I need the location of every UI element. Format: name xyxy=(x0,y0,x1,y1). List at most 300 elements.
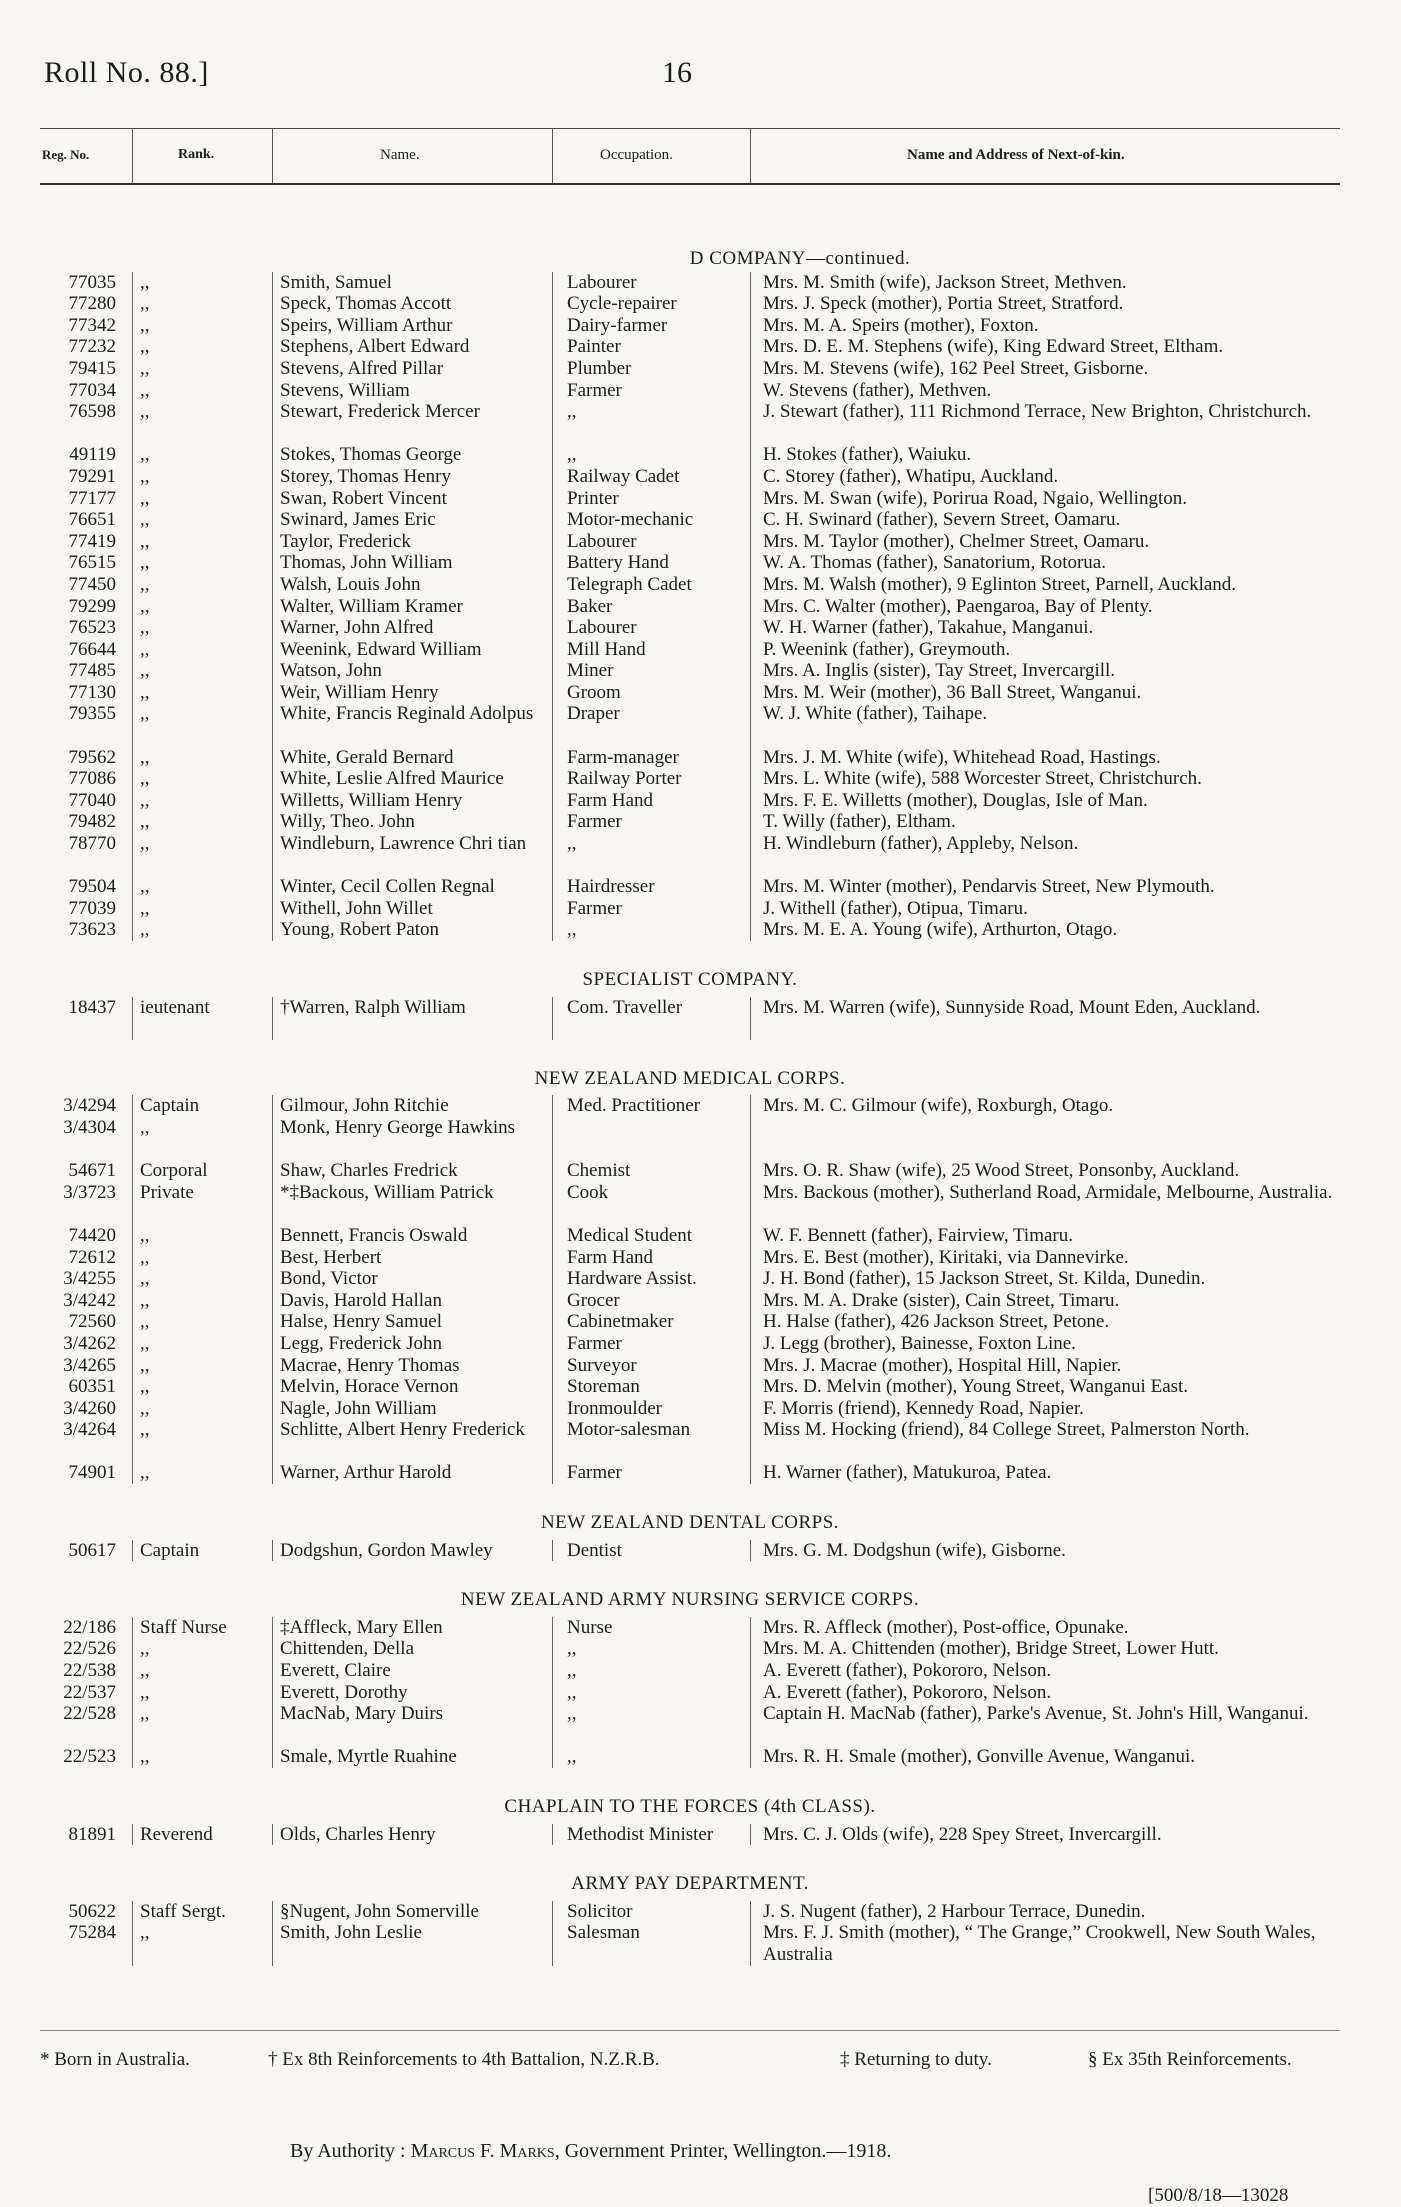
cell-occupation: Mill Hand xyxy=(567,638,646,660)
cell-reg-no: 77130 xyxy=(68,681,116,703)
cell-rank: ,, xyxy=(140,617,150,639)
cell-name: ‡Affleck, Mary Ellen xyxy=(280,1616,443,1638)
table-row xyxy=(40,531,1340,553)
cell-reg-no: 22/528 xyxy=(63,1703,116,1725)
cell-name: Storey, Thomas Henry xyxy=(280,465,451,487)
cell-reg-no: 76515 xyxy=(68,552,116,574)
cell-next-of-kin: W. J. White (father), Taihape. xyxy=(763,703,988,725)
cell-occupation: Med. Practitioner xyxy=(567,1095,700,1117)
table-row xyxy=(40,488,1340,510)
cell-rank: ,, xyxy=(140,379,150,401)
cell-name: MacNab, Mary Duirs xyxy=(280,1703,444,1725)
cell-reg-no: 72612 xyxy=(68,1246,116,1268)
cell-occupation: ,, xyxy=(567,1703,577,1725)
cell-occupation: Cabinetmaker xyxy=(567,1311,674,1333)
cell-occupation: Labourer xyxy=(567,617,637,639)
cell-next-of-kin: Mrs. M. A. Speirs (mother), Foxton. xyxy=(763,314,1039,336)
table-row xyxy=(40,768,1340,790)
cell-name: Withell, John Willet xyxy=(280,897,433,919)
cell-rank: ,, xyxy=(140,1397,150,1419)
page-number: 16 xyxy=(662,56,692,89)
section-title: SPECIALIST COMPANY. xyxy=(582,969,798,990)
column-name: Name. xyxy=(380,147,420,163)
table-row xyxy=(40,1182,1340,1225)
cell-rank: ,, xyxy=(140,768,150,790)
cell-name: Smith, John Leslie xyxy=(280,1922,422,1944)
table-row xyxy=(40,1376,1340,1398)
table-row xyxy=(40,898,1340,920)
cell-next-of-kin: Mrs. J. Speck (mother), Portia Street, Stratford. xyxy=(763,293,1124,315)
cell-next-of-kin: Mrs. D. E. M. Stephens (wife), King Edward Street, Eltham. xyxy=(763,336,1224,358)
cell-occupation: Baker xyxy=(567,595,613,617)
cell-reg-no: 22/538 xyxy=(63,1660,116,1682)
cell-reg-no: 79355 xyxy=(68,703,116,725)
cell-occupation: Farm Hand xyxy=(567,1246,654,1268)
cell-rank: ,, xyxy=(140,1332,150,1354)
cell-reg-no: 18437 xyxy=(68,996,116,1018)
table-row xyxy=(40,358,1340,380)
table-row xyxy=(40,1355,1340,1377)
cell-next-of-kin: C. H. Swinard (father), Severn Street, Oamaru. xyxy=(763,509,1121,531)
table-row xyxy=(40,833,1340,876)
cell-occupation: Hardware Assist. xyxy=(567,1268,697,1290)
cell-occupation: Telegraph Cadet xyxy=(567,573,692,595)
cell-occupation: Medical Student xyxy=(567,1224,693,1246)
cell-rank: Reverend xyxy=(140,1823,213,1845)
cell-next-of-kin: J. S. Nugent (father), 2 Harbour Terrace, Dunedin. xyxy=(763,1900,1146,1922)
cell-reg-no: 77177 xyxy=(68,487,116,509)
cell-rank: Private xyxy=(140,1181,194,1203)
table-row xyxy=(40,617,1340,639)
cell-name: Everett, Claire xyxy=(280,1660,391,1682)
cell-reg-no: 54671 xyxy=(68,1160,116,1182)
cell-reg-no: 79562 xyxy=(68,746,116,768)
cell-reg-no: 77450 xyxy=(68,573,116,595)
cell-next-of-kin: Mrs. M. Smith (wife), Jackson Street, Methven. xyxy=(763,271,1127,293)
table-row xyxy=(40,1268,1340,1290)
cell-occupation: Hairdresser xyxy=(567,876,655,898)
page-top xyxy=(40,40,1340,120)
cell-name: Walter, William Kramer xyxy=(280,595,463,617)
cell-rank: ,, xyxy=(140,1116,150,1138)
cell-name: Chittenden, Della xyxy=(280,1638,415,1660)
section-title: ARMY PAY DEPARTMENT. xyxy=(571,1873,809,1895)
cell-reg-no: 77040 xyxy=(68,789,116,811)
table-row xyxy=(40,1311,1340,1333)
cell-occupation: Farm-manager xyxy=(567,746,679,768)
cell-next-of-kin: C. Storey (father), Whatipu, Auckland. xyxy=(763,465,1059,487)
cell-name: Winter, Cecil Collen Regnal xyxy=(280,876,495,898)
cell-name: Weenink, Edward William xyxy=(280,638,482,660)
cell-occupation: Methodist Minister xyxy=(567,1823,714,1845)
cell-occupation: ,, xyxy=(567,1746,577,1768)
cell-rank: ,, xyxy=(140,681,150,703)
cell-reg-no: 79415 xyxy=(68,357,116,379)
table-row xyxy=(40,876,1340,898)
cell-reg-no: 76598 xyxy=(68,401,116,423)
cell-rank: ,, xyxy=(140,811,150,833)
table-row xyxy=(40,336,1340,358)
cell-name: White, Francis Reginald Adolpus xyxy=(280,703,534,725)
cell-reg-no: 22/523 xyxy=(63,1746,116,1768)
cell-name: Speck, Thomas Accott xyxy=(280,293,452,315)
cell-rank: ,, xyxy=(140,293,150,315)
section-title: NEW ZEALAND DENTAL CORPS. xyxy=(540,1512,840,1534)
cell-occupation: ,, xyxy=(567,1681,577,1703)
cell-name: Legg, Frederick John xyxy=(280,1332,442,1354)
section-title: D COMPANY—continued. xyxy=(689,248,911,269)
footnote-ex-35th: § Ex 35th Reinforcements. xyxy=(1088,2049,1292,2070)
cell-reg-no: 3/4265 xyxy=(63,1354,116,1376)
cell-name: †Warren, Ralph William xyxy=(280,996,466,1018)
cell-next-of-kin: J. Withell (father), Otipua, Timaru. xyxy=(763,897,1028,919)
cell-name: White, Leslie Alfred Maurice xyxy=(280,768,504,790)
cell-rank: ,, xyxy=(140,1224,150,1246)
cell-rank: ieutenant xyxy=(140,996,210,1018)
cell-reg-no: 22/526 xyxy=(63,1638,116,1660)
cell-name: Everett, Dorothy xyxy=(280,1681,408,1703)
cell-occupation: Farmer xyxy=(567,897,622,919)
cell-next-of-kin: Mrs. M. A. Drake (sister), Cain Street, Timaru. xyxy=(763,1289,1120,1311)
table-row xyxy=(40,596,1340,618)
cell-rank: Corporal xyxy=(140,1160,208,1182)
cell-rank: ,, xyxy=(140,1311,150,1333)
cell-name: Walsh, Louis John xyxy=(280,573,421,595)
cell-occupation: Plumber xyxy=(567,357,632,379)
cell-reg-no: 77039 xyxy=(68,897,116,919)
cell-occupation: ,, xyxy=(567,1660,577,1682)
cell-next-of-kin: J. Stewart (father), 111 Richmond Terrace, New Brighton, Christchurch. xyxy=(763,401,1312,423)
cell-rank: ,, xyxy=(140,789,150,811)
cell-occupation: Railway Cadet xyxy=(567,465,680,487)
cell-occupation: Battery Hand xyxy=(567,552,669,574)
cell-reg-no: 75284 xyxy=(68,1922,116,1944)
cell-name: Monk, Henry George Hawkins xyxy=(280,1116,515,1138)
cell-name: Stevens, Alfred Pillar xyxy=(280,357,444,379)
table-row xyxy=(40,1617,1340,1639)
table-row xyxy=(40,1160,1340,1182)
cell-rank: ,, xyxy=(140,833,150,855)
cell-next-of-kin: H. Warner (father), Matukuroa, Patea. xyxy=(763,1462,1052,1484)
cell-occupation: Farmer xyxy=(567,379,622,401)
cell-rank: ,, xyxy=(140,465,150,487)
cell-next-of-kin: Mrs. F. E. Willetts (mother), Douglas, Isle of Man. xyxy=(763,789,1148,811)
cell-name: Watson, John xyxy=(280,660,382,682)
cell-reg-no: 3/3723 xyxy=(63,1181,116,1203)
cell-next-of-kin: W. A. Thomas (father), Sanatorium, Rotorua. xyxy=(763,552,1106,574)
cell-next-of-kin: H. Stokes (father), Waiuku. xyxy=(763,444,972,466)
cell-reg-no: 77232 xyxy=(68,336,116,358)
page xyxy=(40,40,1340,2206)
cell-next-of-kin: Mrs. Backous (mother), Sutherland Road, Armidale, Melbourne, Australia. xyxy=(763,1181,1333,1203)
cell-occupation: Labourer xyxy=(567,271,637,293)
cell-next-of-kin: Mrs. L. White (wife), 588 Worcester Street, Christchurch. xyxy=(763,768,1202,790)
cell-name: Olds, Charles Henry xyxy=(280,1823,436,1845)
cell-next-of-kin: A. Everett (father), Pokororo, Nelson. xyxy=(763,1681,1052,1703)
table-row xyxy=(40,444,1340,466)
cell-reg-no: 72560 xyxy=(68,1311,116,1333)
footnote-returning: ‡ Returning to duty. xyxy=(840,2049,992,2070)
cell-next-of-kin: H. Halse (father), 426 Jackson Street, Petone. xyxy=(763,1311,1110,1333)
cell-name: §Nugent, John Somerville xyxy=(280,1900,479,1922)
table-row xyxy=(40,1290,1340,1312)
cell-name: Windleburn, Lawrence Chri tian xyxy=(280,833,527,855)
cell-rank: ,, xyxy=(140,876,150,898)
cell-rank: ,, xyxy=(140,1246,150,1268)
table-row xyxy=(40,1638,1340,1660)
cell-reg-no: 74420 xyxy=(68,1224,116,1246)
cell-reg-no: 60351 xyxy=(68,1376,116,1398)
cell-occupation: Cook xyxy=(567,1181,609,1203)
cell-reg-no: 78770 xyxy=(68,833,116,855)
cell-occupation: Labourer xyxy=(567,530,637,552)
cell-name: Stephens, Albert Edward xyxy=(280,336,470,358)
cell-next-of-kin: J. Legg (brother), Bainesse, Foxton Line. xyxy=(763,1332,1076,1354)
table-row xyxy=(40,272,1340,294)
cell-occupation: Chemist xyxy=(567,1160,631,1182)
cell-occupation: Surveyor xyxy=(567,1354,637,1376)
cell-next-of-kin: Mrs. F. J. Smith (mother), “ The Grange,” Crookwell, New South Wales, Australia xyxy=(763,1922,1316,1965)
cell-occupation: ,, xyxy=(567,401,577,423)
cell-name: Nagle, John William xyxy=(280,1397,437,1419)
cell-rank: ,, xyxy=(140,487,150,509)
table-row xyxy=(40,790,1340,812)
cell-next-of-kin: Mrs. M. E. A. Young (wife), Arthurton, Otago. xyxy=(763,919,1118,941)
cell-next-of-kin: A. Everett (father), Pokororo, Nelson. xyxy=(763,1660,1052,1682)
cell-reg-no: 79291 xyxy=(68,465,116,487)
cell-name: Weir, William Henry xyxy=(280,681,439,703)
cell-reg-no: 77034 xyxy=(68,379,116,401)
cell-rank: Staff Nurse xyxy=(140,1616,227,1638)
cell-occupation: ,, xyxy=(567,833,577,855)
cell-rank: ,, xyxy=(140,1376,150,1398)
cell-next-of-kin: T. Willy (father), Eltham. xyxy=(763,811,956,833)
cell-reg-no: 49119 xyxy=(69,444,116,466)
cell-name: Halse, Henry Samuel xyxy=(280,1311,442,1333)
cell-rank: ,, xyxy=(140,660,150,682)
cell-rank: ,, xyxy=(140,638,150,660)
column-reg-no: Reg. No. xyxy=(42,147,90,162)
cell-reg-no: 76523 xyxy=(68,617,116,639)
cell-occupation: Com. Traveller xyxy=(567,996,683,1018)
cell-occupation: Groom xyxy=(567,681,621,703)
cell-reg-no: 79299 xyxy=(68,595,116,617)
cell-next-of-kin: Mrs. M. Weir (mother), 36 Ball Street, Wanganui. xyxy=(763,681,1142,703)
table-row xyxy=(40,1901,1340,1923)
cell-rank: ,, xyxy=(140,703,150,725)
footnote-ex-8th: † Ex 8th Reinforcements to 4th Battalion, N.Z.R.B. xyxy=(268,2049,660,2070)
table-row xyxy=(40,1703,1340,1746)
cell-next-of-kin: H. Windleburn (father), Appleby, Nelson. xyxy=(763,833,1079,855)
cell-reg-no: 74901 xyxy=(68,1462,116,1484)
cell-next-of-kin: J. H. Bond (father), 15 Jackson Street, St. Kilda, Dunedin. xyxy=(763,1268,1206,1290)
cell-occupation: Nurse xyxy=(567,1616,613,1638)
cell-reg-no: 79504 xyxy=(68,876,116,898)
cell-reg-no: 3/4294 xyxy=(63,1095,116,1117)
cell-occupation: Farmer xyxy=(567,811,622,833)
cell-rank: ,, xyxy=(140,401,150,423)
cell-reg-no: 73623 xyxy=(68,919,116,941)
cell-reg-no: 77280 xyxy=(68,293,116,315)
cell-rank: ,, xyxy=(140,509,150,531)
table-row xyxy=(40,1117,1340,1160)
cell-name: Smale, Myrtle Ruahine xyxy=(280,1746,457,1768)
table-row xyxy=(40,401,1340,444)
cell-reg-no: 76644 xyxy=(68,638,116,660)
cell-rank: Staff Sergt. xyxy=(140,1900,226,1922)
column-next-of-kin: Name and Address of Next-of-kin. xyxy=(907,147,1125,163)
table-row xyxy=(40,1462,1340,1484)
cell-occupation: Printer xyxy=(567,487,619,509)
cell-next-of-kin: Mrs. R. Affleck (mother), Post-office, Opunake. xyxy=(763,1616,1129,1638)
cell-rank: ,, xyxy=(140,357,150,379)
cell-rank: ,, xyxy=(140,1660,150,1682)
cell-next-of-kin: Mrs. R. H. Smale (mother), Gonville Avenue, Wanganui. xyxy=(763,1746,1196,1768)
cell-next-of-kin: Mrs. M. C. Gilmour (wife), Roxburgh, Otago. xyxy=(763,1095,1114,1117)
cell-next-of-kin: Mrs. J. Macrae (mother), Hospital Hill, Napier. xyxy=(763,1354,1122,1376)
cell-occupation: Cycle-repairer xyxy=(567,293,677,315)
cell-reg-no: 22/537 xyxy=(63,1681,116,1703)
table-row xyxy=(40,1419,1340,1462)
cell-reg-no: 3/4242 xyxy=(63,1289,116,1311)
cell-next-of-kin: Mrs. J. M. White (wife), Whitehead Road, Hastings. xyxy=(763,746,1161,768)
cell-name: Shaw, Charles Fredrick xyxy=(280,1160,458,1182)
cell-name: Best, Herbert xyxy=(280,1246,382,1268)
cell-occupation: Ironmoulder xyxy=(567,1397,662,1419)
cell-next-of-kin: Mrs. A. Inglis (sister), Tay Street, Invercargill. xyxy=(763,660,1116,682)
cell-reg-no: 3/4262 xyxy=(63,1332,116,1354)
table-row xyxy=(40,811,1340,833)
imprint-prefix: By Authority : xyxy=(290,2140,406,2162)
cell-next-of-kin: Mrs. M. Warren (wife), Sunnyside Road, Mount Eden, Auckland. xyxy=(763,996,1261,1018)
cell-name: Swan, Robert Vincent xyxy=(280,487,447,509)
cell-next-of-kin: W. Stevens (father), Methven. xyxy=(763,379,992,401)
cell-name: Gilmour, John Ritchie xyxy=(280,1095,449,1117)
cell-next-of-kin: Mrs. C. J. Olds (wife), 228 Spey Street, Invercargill. xyxy=(763,1823,1162,1845)
cell-name: Willetts, William Henry xyxy=(280,789,463,811)
table-row xyxy=(40,660,1340,682)
cell-rank: ,, xyxy=(140,1922,150,1944)
cell-next-of-kin: Mrs. E. Best (mother), Kiritaki, via Dannevirke. xyxy=(763,1246,1129,1268)
cell-name: Macrae, Henry Thomas xyxy=(280,1354,460,1376)
cell-occupation: Motor-mechanic xyxy=(567,509,694,531)
table-row xyxy=(40,1682,1340,1704)
cell-reg-no: 3/4255 xyxy=(63,1268,116,1290)
table-row xyxy=(40,1540,1340,1562)
cell-reg-no: 77485 xyxy=(68,660,116,682)
cell-rank: ,, xyxy=(140,897,150,919)
cell-occupation: ,, xyxy=(567,444,577,466)
cell-name: Melvin, Horace Vernon xyxy=(280,1376,459,1398)
cell-rank: ,, xyxy=(140,271,150,293)
table-row xyxy=(40,1746,1340,1768)
cell-name: Stewart, Frederick Mercer xyxy=(280,401,480,423)
table-row xyxy=(40,682,1340,704)
table-row xyxy=(40,1333,1340,1355)
cell-reg-no: 3/4260 xyxy=(63,1397,116,1419)
cell-next-of-kin: Mrs. M. Taylor (mother), Chelmer Street, Oamaru. xyxy=(763,530,1150,552)
cell-reg-no: 77342 xyxy=(68,314,116,336)
cell-name: Young, Robert Paton xyxy=(280,919,440,941)
table-row xyxy=(40,509,1340,531)
cell-rank: ,, xyxy=(140,1419,150,1441)
cell-name: Warner, John Alfred xyxy=(280,617,434,639)
cell-next-of-kin: P. Weenink (father), Greymouth. xyxy=(763,638,1011,660)
cell-occupation: ,, xyxy=(567,919,577,941)
column-header xyxy=(40,128,1340,185)
cell-name: Warner, Arthur Harold xyxy=(280,1462,452,1484)
column-rank: Rank. xyxy=(178,147,215,162)
roll-body xyxy=(40,200,1340,1966)
roll-number: Roll No. 88.] xyxy=(44,56,209,89)
cell-next-of-kin: Captain H. MacNab (father), Parke's Avenue, St. John's Hill, Wanganui. xyxy=(763,1703,1309,1725)
cell-reg-no: 3/4264 xyxy=(63,1419,116,1441)
table-row xyxy=(40,552,1340,574)
table-row xyxy=(40,466,1340,488)
cell-rank: ,, xyxy=(140,595,150,617)
cell-name: Bond, Victor xyxy=(280,1268,378,1290)
cell-reg-no: 3/4304 xyxy=(63,1116,116,1138)
cell-next-of-kin: Mrs. M. Walsh (mother), 9 Eglinton Street, Parnell, Auckland. xyxy=(763,573,1237,595)
cell-rank: ,, xyxy=(140,552,150,574)
cell-reg-no: 79482 xyxy=(68,811,116,833)
cell-next-of-kin: F. Morris (friend), Kennedy Road, Napier. xyxy=(763,1397,1084,1419)
cell-name: Willy, Theo. John xyxy=(280,811,415,833)
table-row xyxy=(40,1247,1340,1269)
imprint xyxy=(290,2140,891,2163)
cell-name: Thomas, John William xyxy=(280,552,453,574)
cell-name: Bennett, Francis Oswald xyxy=(280,1224,468,1246)
footnote-born-australia: * Born in Australia. xyxy=(40,2049,190,2070)
cell-next-of-kin: W. H. Warner (father), Takahue, Manganui. xyxy=(763,617,1094,639)
cell-rank: ,, xyxy=(140,1289,150,1311)
table-row xyxy=(40,639,1340,661)
cell-name: *‡Backous, William Patrick xyxy=(280,1181,494,1203)
cell-occupation: Motor-salesman xyxy=(567,1419,691,1441)
cell-occupation: Painter xyxy=(567,336,621,358)
cell-rank: ,, xyxy=(140,336,150,358)
cell-occupation: Solicitor xyxy=(567,1900,633,1922)
cell-rank: ,, xyxy=(140,1462,150,1484)
section-title: NEW ZEALAND ARMY NURSING SERVICE CORPS. xyxy=(460,1589,920,1611)
cell-rank: ,, xyxy=(140,530,150,552)
table-row xyxy=(40,919,1340,941)
table-row xyxy=(40,1095,1340,1117)
table-row xyxy=(40,315,1340,337)
cell-next-of-kin: Mrs. M. Winter (mother), Pendarvis Street, New Plymouth. xyxy=(763,876,1215,898)
cell-rank: ,, xyxy=(140,444,150,466)
table-row xyxy=(40,747,1340,769)
table-row xyxy=(40,574,1340,596)
cell-rank: ,, xyxy=(140,573,150,595)
cell-occupation: Storeman xyxy=(567,1376,640,1398)
imprint-suffix: , Government Printer, Wellington.—1918. xyxy=(554,2140,892,2162)
cell-rank: ,, xyxy=(140,314,150,336)
column-occupation: Occupation. xyxy=(600,147,673,163)
cell-reg-no: 50622 xyxy=(68,1900,116,1922)
table-row xyxy=(40,293,1340,315)
cell-occupation: Salesman xyxy=(567,1922,640,1944)
cell-next-of-kin: Mrs. G. M. Dodgshun (wife), Gisborne. xyxy=(763,1539,1066,1561)
cell-rank: ,, xyxy=(140,1354,150,1376)
imprint-printer: Marcus F. Marks xyxy=(410,2140,555,2162)
cell-name: Taylor, Frederick xyxy=(280,530,411,552)
print-code: [500/8/18—13028 xyxy=(1148,2185,1289,2206)
cell-reg-no: 77035 xyxy=(68,271,116,293)
footnotes xyxy=(40,2030,1340,2070)
table-row xyxy=(40,1225,1340,1247)
cell-occupation: Farmer xyxy=(567,1332,622,1354)
